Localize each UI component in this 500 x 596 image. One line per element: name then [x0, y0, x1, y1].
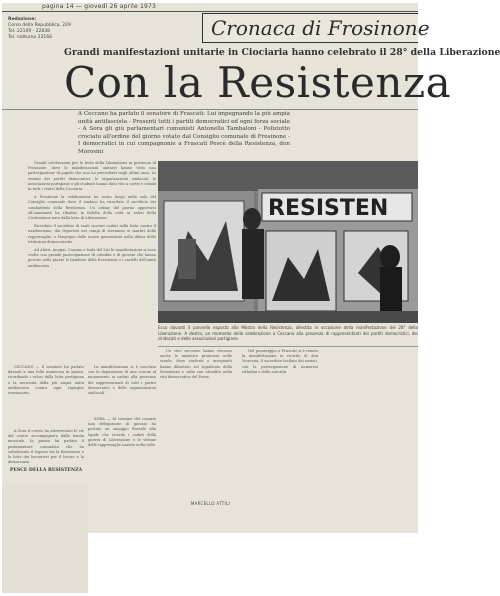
body-paragraph: SORA — Al termine del comizio una delegazione di giovani ha portato un omaggio floreale alla lapide che ricorda i caduti della guerra di Liberazione e le vittime delle rappresaglie naziste nella valle.: [88, 417, 156, 448]
body-paragraph: CECCANO — Il senatore ha parlato davanti a una folla numerosa in piazza, ricordando i valori della lotta partigiana e la necessità della più ampia unità antifascista contro ogni rigurgito reazionario.: [8, 365, 84, 396]
clipping-cutout: [88, 533, 418, 593]
article-kicker: Grandi manifestazioni unitarie in Ciociaria hanno celebrato il 28° della Liberazione: [64, 47, 500, 58]
body-column: [160, 349, 232, 499]
photo-illustration: [158, 161, 418, 323]
section-header: [202, 13, 430, 43]
redazione-line: Tel. notturno 23166: [8, 35, 52, 40]
article-photo: [158, 161, 418, 323]
body-paragraph: Ad Alatri, Anagni, Cassino e Isola del Liri le manifestazioni si sono svolte con grande partecipazione di cittadini e di giovani che hanno portato nelle piazze le bandiere della Resistenza e i cartelli dell'unità antifascista.: [28, 248, 156, 268]
body-paragraph: Grandi celebrazioni per la festa della Liberazione in provincia di Frosinone, dove le manifestazioni unitarie hanno visto una partecipazione di popolo che non ha precedenti negli ultimi anni. Le sezioni dei partiti democratici, le organizzazioni sindacali, le associazioni partigiane e gli studenti hanno dato vita a cortei e comizi in tutti i centri della Ciociaria.: [28, 161, 156, 192]
body-column: [88, 417, 156, 517]
photo-caption: Ecco davanti il pannello esposto alla Mostra della Resistenza, allestita in occasione della manifestazione del 28° della Liberazione. A destra, un momento della celebrazione a Ceccano alla presenza di rappresentanti dei partiti democratici, dei sindacati e delle associazioni partigiane.: [158, 325, 418, 342]
body-column: [8, 365, 84, 425]
redazione-line: Tel. 22109 - 22838: [8, 29, 50, 34]
column-subhead: PESCE DELLA RESISTENZA: [9, 468, 83, 474]
body-column: [88, 365, 156, 415]
top-rule: [2, 11, 418, 12]
page-dateline: pagina 14 — giovedì 26 aprile 1973: [42, 3, 157, 10]
body-paragraph: Ricordato il sacrificio di tanti ciociari caduti nella lotta contro il nazifascismo, dai deportati nei campi di sterminio ai martiri delle rappresaglie, e l'impegno delle nuove generazioni nella difesa delle istituzioni democratiche.: [28, 224, 156, 244]
body-paragraph: Nel pomeriggio a Frascati si è tenuta la manifestazione in ricordo di don Morosini, il sacerdote fucilato dai nazisti, con la partecipazione di numerosi cittadini e delle autorità.: [242, 349, 318, 374]
body-column: [28, 161, 156, 361]
article-lead: A Ceccano ha parlato il senatore di Frascati: Lui impegnando la più ampia unità antifascista - Presenti tutti i partiti democratici ed ogni forza sociale - A Sora gli giù parlamentari comunisti Antonello Tambaloni - Poliziotto crociato all'ordine del giorno votato dal Consiglio comunale di Frosinone - I democratici in cui compagnonie a Frascati Pesce della Resistenza, don Morosini: [78, 111, 290, 155]
banner-text: RESISTEN: [268, 196, 389, 221]
redazione-line: Corso della Repubblica, 229: [8, 23, 71, 28]
body-paragraph: A Sora il corteo ha attraversato le vie del centro accompagnato dalla banda musicale. In piazza ha parlato il parlamentare comunista che ha sottolineato il legame tra la Resistenza e le lotte dei lavoratori per il lavoro e la democrazia.: [8, 429, 84, 465]
body-paragraph: La manifestazione si è conclusa con la deposizione di una corona al monumento ai caduti alla presenza dei rappresentanti di tutti i partiti democratici e delle organizzazioni sindacali.: [88, 365, 156, 396]
section-title: Cronaca di Frosinone: [211, 16, 430, 40]
body-paragraph: Un vivo successo hanno riscosso anche le iniziative promosse nelle scuole, dove studenti e insegnanti hanno dibattuto sul significato della Resistenza e sulla sua attualità nella vita democratica del Paese.: [160, 349, 232, 380]
headline-rule: [2, 109, 418, 110]
body-column: [8, 429, 84, 529]
caption-rule: [158, 346, 418, 347]
redazione-title: Redazione:: [8, 17, 37, 22]
body-paragraph: A Frosinone la celebrazione ha avuto luogo nella sala del Consiglio comunale dove il sindaco ha ricordato il sacrificio dei combattenti della Resistenza. Un ordine del giorno approvato all'unanimità ha ribadito la fedeltà della città ai valori della Costituzione nata dalla lotta di Liberazione.: [28, 195, 156, 221]
author-signature: MARCELLO ATTILI: [190, 501, 230, 506]
newspaper-clipping: [2, 3, 500, 593]
redazione-block: [8, 17, 98, 41]
article-headline: Con la Resistenza: [64, 58, 452, 107]
body-column: [242, 349, 318, 499]
